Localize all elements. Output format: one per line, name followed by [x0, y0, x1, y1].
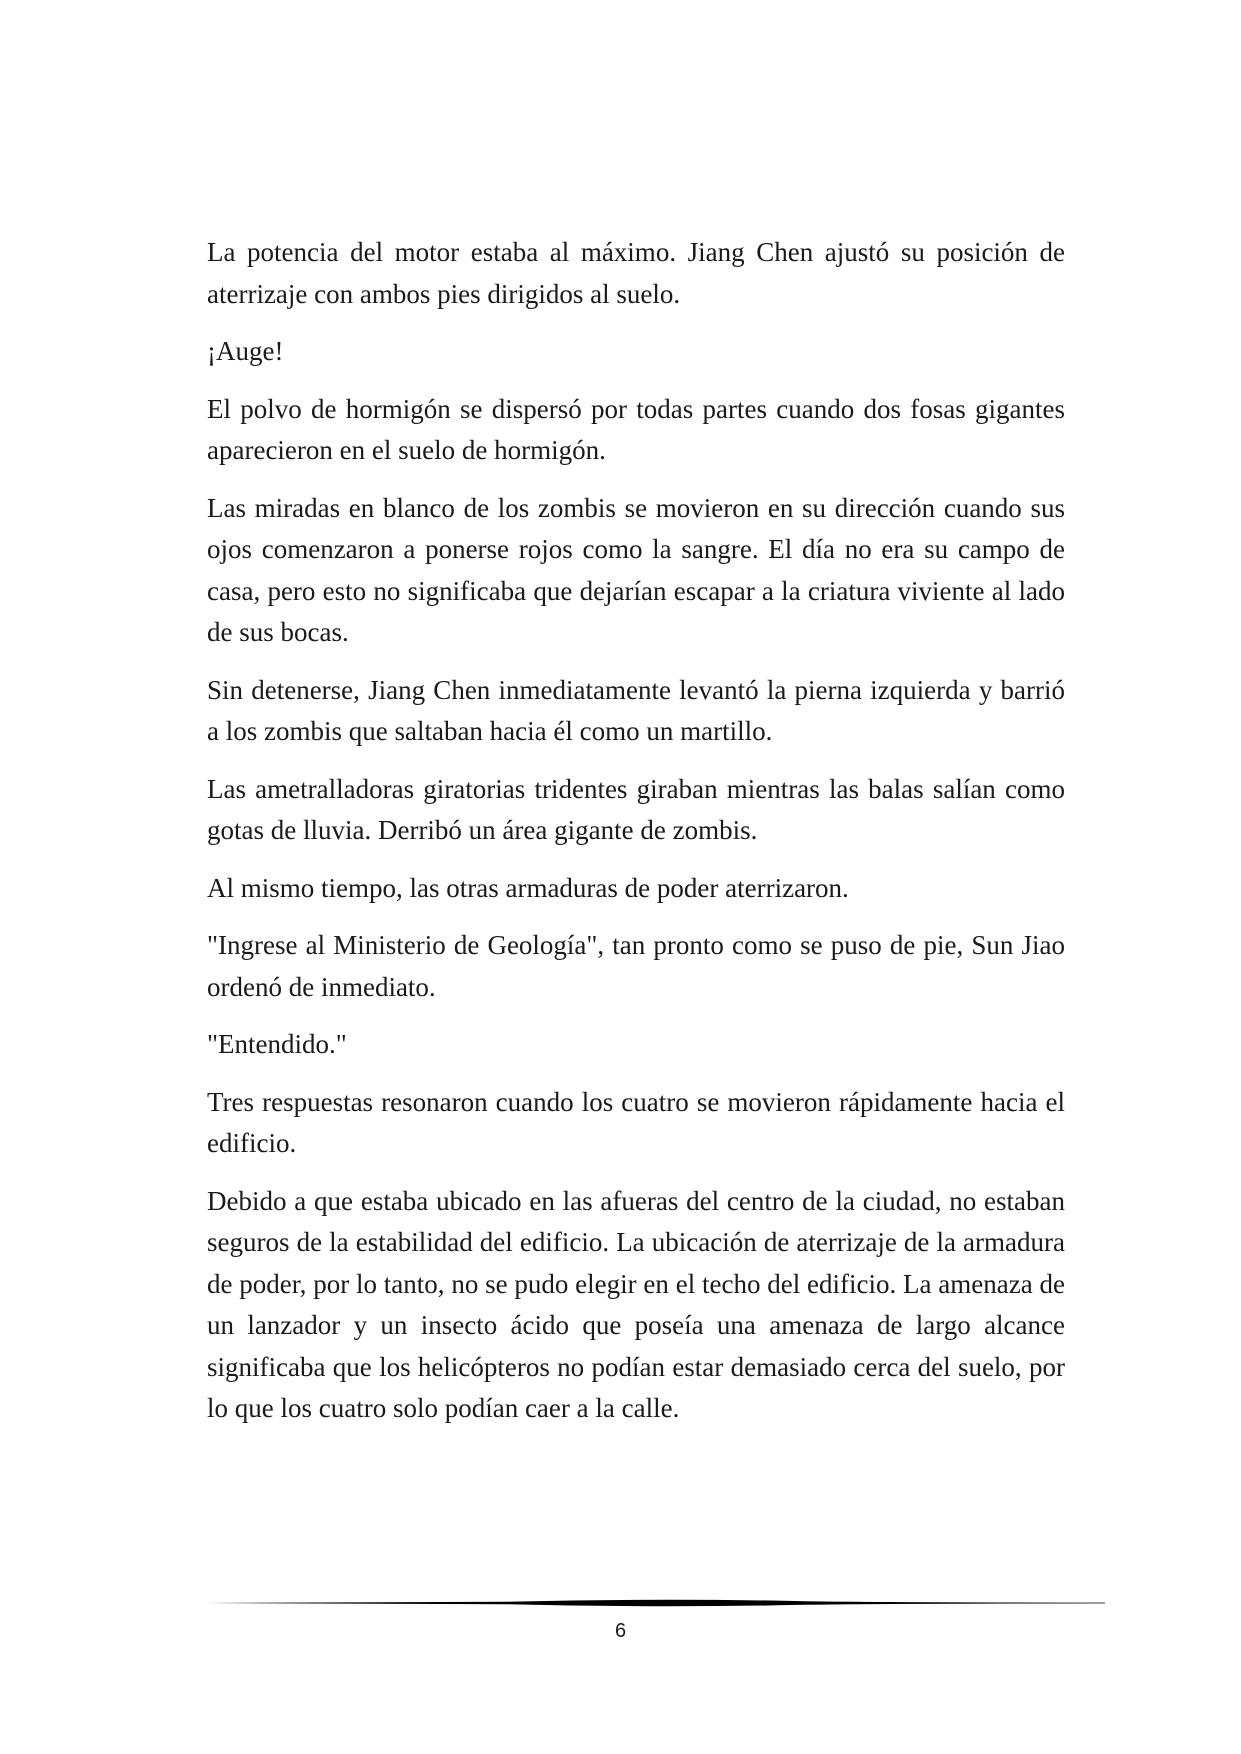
paragraph: Tres respuestas resonaron cuando los cuatro se movieron rápidamente hacia el edificio.	[207, 1086, 1065, 1158]
paragraph: La potencia del motor estaba al máximo. Jiang Chen ajustó su posición de aterrizaje con ambos pies dirigidos al suelo.	[207, 237, 1065, 309]
paragraph: Sin detenerse, Jiang Chen inmediatamente levantó la pierna izquierda y barrió a los zombis que saltaban hacia él como un martillo.	[207, 674, 1065, 746]
page-number: 6	[614, 1620, 627, 1642]
paragraph: "Ingrese al Ministerio de Geología", tan pronto como se puso de pie, Sun Jiao ordenó de inmediato.	[207, 930, 1065, 1002]
paragraph: "Entendido."	[207, 1029, 347, 1059]
body-text	[207, 232, 1065, 1446]
paragraph: Al mismo tiempo, las otras armaduras de poder aterrizaron.	[207, 872, 849, 903]
paragraph: ¡Auge!	[207, 336, 284, 366]
paragraph: El polvo de hormigón se dispersó por todas partes cuando dos fosas gigantes aparecieron en el suelo de hormigón.	[207, 393, 1065, 465]
footer-divider	[205, 1596, 1105, 1610]
paragraph: Las ametralladoras giratorias tridentes giraban mientras las balas salían como gotas de lluvia. Derribó un área gigante de zombis.	[207, 773, 1065, 845]
paragraph: Debido a que estaba ubicado en las afueras del centro de la ciudad, no estaban seguros de la estabilidad del edificio. La ubicación de aterrizaje de la armadura de poder, por lo tanto, no se pudo elegir en el techo del edificio. La amenaza de un lanzador y un insecto ácido que poseía una amenaza de largo alcance significaba que los helicópteros no podían estar demasiado cerca del suelo, por lo que los cuatro solo podían caer a la calle.	[207, 1185, 1065, 1423]
paragraph: Las miradas en blanco de los zombis se movieron en su dirección cuando sus ojos comenzaron a ponerse rojos como la sangre. El día no era su campo de casa, pero esto no significaba que dejarían escapar a la criatura viviente al lado de sus bocas.	[207, 492, 1065, 647]
